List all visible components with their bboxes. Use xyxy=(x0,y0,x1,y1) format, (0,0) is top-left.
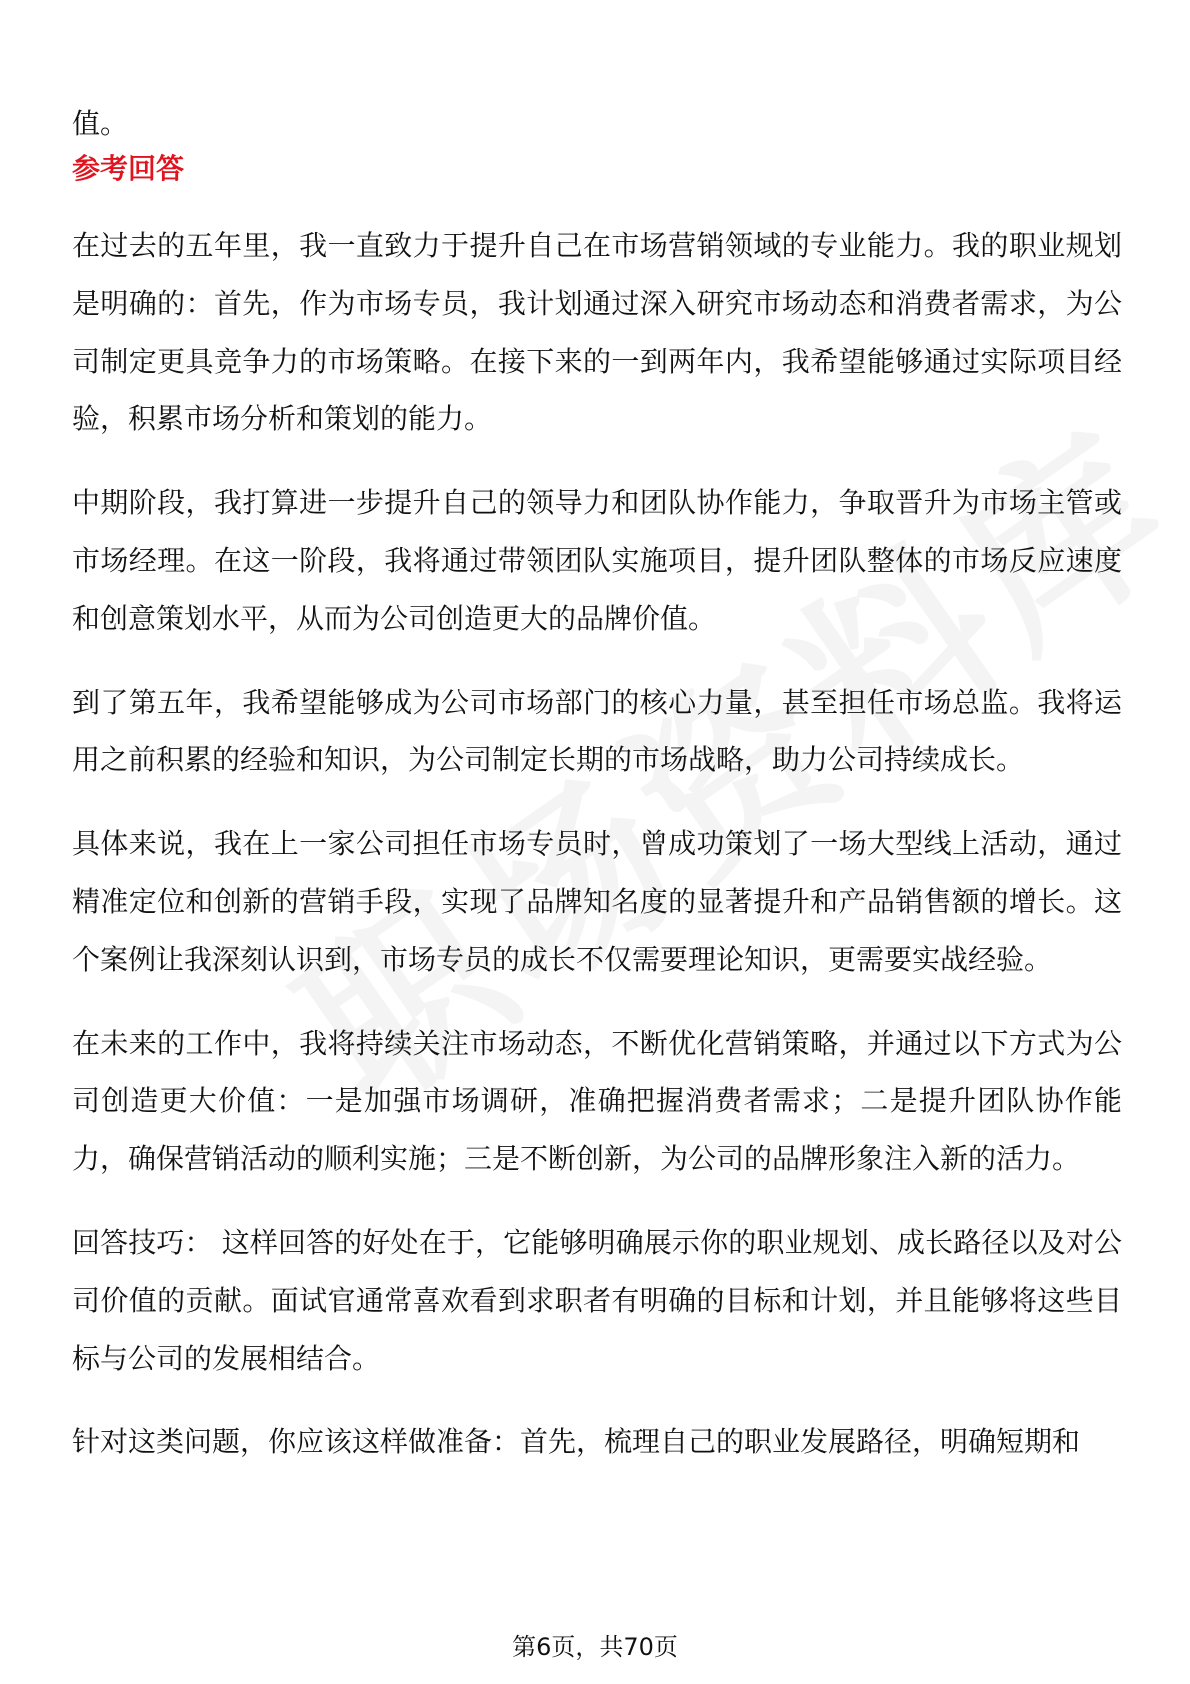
paragraph: 在过去的五年里，我一直致力于提升自己在市场营销领域的专业能力。我的职业规划是明确的：首先，作为市场专员，我计划通过深入研究市场动态和消费者需求，为公司制定更具竞争力的市场策略。在接下来的一到两年内，我希望能够通过实际项目经验，积累市场分析和策划的能力。 xyxy=(72,229,1122,436)
paragraph: 具体来说，我在上一家公司担任市场专员时，曾成功策划了一场大型线上活动，通过精准定位和创新的营销手段，实现了品牌知名度的显著提升和产品销售额的增长。这个案例让我深刻认识到，市场专员的成长不仅需要理论知识，更需要实战经验。 xyxy=(72,827,1122,976)
paragraph: 回答技巧： 这样回答的好处在于，它能够明确展示你的职业规划、成长路径以及对公司价值的贡献。面试官通常喜欢看到求职者有明确的目标和计划，并且能够将这些目标与公司的发展相结合。 xyxy=(72,1225,1122,1375)
continuation-text: 值。 xyxy=(72,107,129,140)
answer-body xyxy=(72,217,1122,1497)
paragraph: 在未来的工作中，我将持续关注市场动态，不断优化营销策略，并通过以下方式为公司创造更大价值：一是加强市场调研，准确把握消费者需求；二是提升团队协作能力，确保营销活动的顺利实施；三是不断创新，为公司的品牌形象注入新的活力。 xyxy=(72,1026,1122,1176)
paragraph: 针对这类问题，你应该这样做准备：首先，梳理自己的职业发展路径，明确短期和 xyxy=(72,1425,1081,1459)
page-number: 第6页，共70页 xyxy=(512,1633,678,1661)
paragraph: 到了第五年，我希望能够成为公司市场部门的核心力量，甚至担任市场总监。我将运用之前积累的经验和知识，为公司制定长期的市场战略，助力公司持续成长。 xyxy=(72,685,1122,777)
section-heading: 参考回答 xyxy=(72,152,185,185)
paragraph: 中期阶段，我打算进一步提升自己的领导力和团队协作能力，争取晋升为市场主管或市场经理。在这一阶段，我将通过带领团队实施项目，提升团队整体的市场反应速度和创意策划水平，从而为公司创造更大的品牌价值。 xyxy=(72,486,1122,635)
